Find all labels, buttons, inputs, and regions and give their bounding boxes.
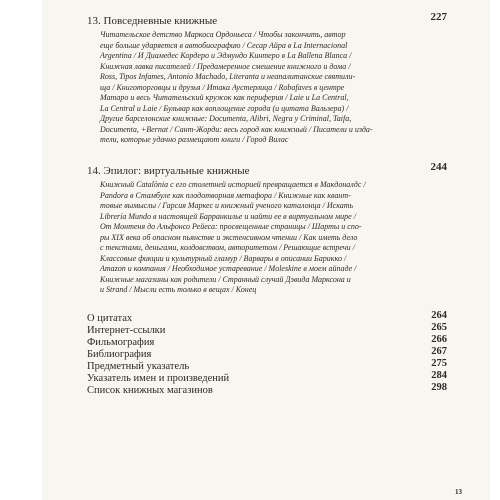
contents-line: Книжная лавка писателей / Предамеренное смешение книжного и дома / bbox=[100, 61, 351, 71]
back-matter-title: Предметный указатель bbox=[87, 361, 190, 372]
contents-line: Ross, Tipos Infames, Antonio Machado, Literanta и неапалитанские святили- bbox=[100, 72, 356, 81]
contents-line: Книжный Catalònia с его столетней историей превращается в Макдоналдс / bbox=[100, 180, 366, 189]
contents-line: товые вымыслы / Гарсия Маркес и книжный ученого каталонца / Искать bbox=[100, 201, 354, 210]
contents-line: ры XIX века об опасном пьянстве и экстенсивном чтении / Как иметь дело bbox=[100, 232, 358, 242]
back-matter-page-number: 266 bbox=[431, 334, 447, 345]
contents-line: Pandora в Стамбуле как плодотворная метафора / Книжные как квант- bbox=[100, 190, 351, 200]
back-matter-page-number: 265 bbox=[431, 322, 447, 333]
chapter-14-entry bbox=[87, 161, 447, 296]
contents-line: Argentina / И Диамедес Кордеро и Эдмундо Кинтеро в La Ballena Blanca / bbox=[100, 51, 352, 60]
contents-line: Documenta, +Bernat / Сант-Жорди: весь город как книжный / Писатели и изда- bbox=[100, 124, 373, 134]
contents-line: еще больше ударяется в автобиографию / Сесар Айра в La Internacional bbox=[100, 40, 348, 50]
back-matter-row bbox=[87, 336, 447, 348]
contents-line: Amazon и компания / Необходимое устаревание / Moleskine в моем айпаде / bbox=[100, 264, 357, 273]
chapter-14-contents bbox=[100, 180, 447, 296]
back-matter-page-number: 298 bbox=[431, 382, 447, 393]
chapter-13-title: 13. Повседневные книжные bbox=[87, 15, 218, 27]
back-matter-row bbox=[87, 360, 447, 372]
back-matter-title: Интернет-ссылки bbox=[87, 325, 166, 336]
back-matter-row bbox=[87, 324, 447, 336]
contents-line: От Монтеня до Альфонсо Рейеса: просвещенные страницы / Шарты и спо- bbox=[100, 222, 362, 231]
back-matter-page-number: 267 bbox=[431, 346, 447, 357]
book-page bbox=[42, 0, 490, 500]
chapter-14-title: 14. Эпилог: виртуальные книжные bbox=[87, 165, 250, 177]
back-matter-title: О цитатах bbox=[87, 313, 133, 324]
back-matter-page-number: 264 bbox=[431, 310, 447, 321]
back-matter-title: Указатель имен и произведений bbox=[87, 373, 230, 384]
chapter-14-page-number: 244 bbox=[430, 161, 447, 173]
contents-line: Читательское детство Маркоса Ордоньеса / Чтобы закончить, автор bbox=[100, 30, 346, 39]
back-matter-title: Библиография bbox=[87, 349, 152, 360]
contents-line: с текстами, деньгами, колдовством, авторитетом / Решающие встречи / bbox=[100, 243, 355, 252]
back-matter-title: Фильмография bbox=[87, 337, 155, 348]
contents-line: ща / Книготорговцы и друзья / Итака Аустерлица / Robafaves в центре bbox=[100, 82, 345, 92]
back-matter-title: Список книжных магазинов bbox=[87, 385, 213, 396]
contents-line: La Central и Laie / Бульвар как воплощение города (и цитата Вальзера) / bbox=[100, 103, 349, 113]
folio-page-number: 13 bbox=[455, 488, 462, 496]
contents-line: Классовые фикции и культурный гламур / Варвары в описании Барикко / bbox=[100, 253, 347, 263]
back-matter-row bbox=[87, 372, 447, 384]
back-matter-page-number: 284 bbox=[431, 370, 447, 381]
contents-line: и Strand / Мысли есть только в вещах / Конец bbox=[100, 285, 257, 294]
back-matter-row bbox=[87, 348, 447, 360]
contents-line: Книжные магазины как родители / Странный случай Дэвида Марксона и bbox=[100, 274, 351, 284]
contents-line: Другие барселонские книжные: Documenta, Alibri, Negra y Criminal, Taifa, bbox=[100, 114, 352, 123]
contents-line: Librería Mundo в настоящей Барранкилье и найти ее в виртуальном мире / bbox=[100, 211, 356, 221]
back-matter-list bbox=[87, 312, 447, 396]
chapter-13-contents bbox=[100, 30, 447, 146]
contents-line: Матаро и весь Читательский кружок как периферия / Laie и La Central, bbox=[100, 93, 349, 102]
chapter-13-entry bbox=[87, 11, 447, 146]
back-matter-row bbox=[87, 384, 447, 396]
back-matter-row bbox=[87, 312, 447, 324]
chapter-13-page-number: 227 bbox=[430, 11, 447, 23]
back-matter-page-number: 275 bbox=[431, 358, 447, 369]
contents-line: тели, которые удачно размещают книги / Город Вилас bbox=[100, 135, 289, 144]
